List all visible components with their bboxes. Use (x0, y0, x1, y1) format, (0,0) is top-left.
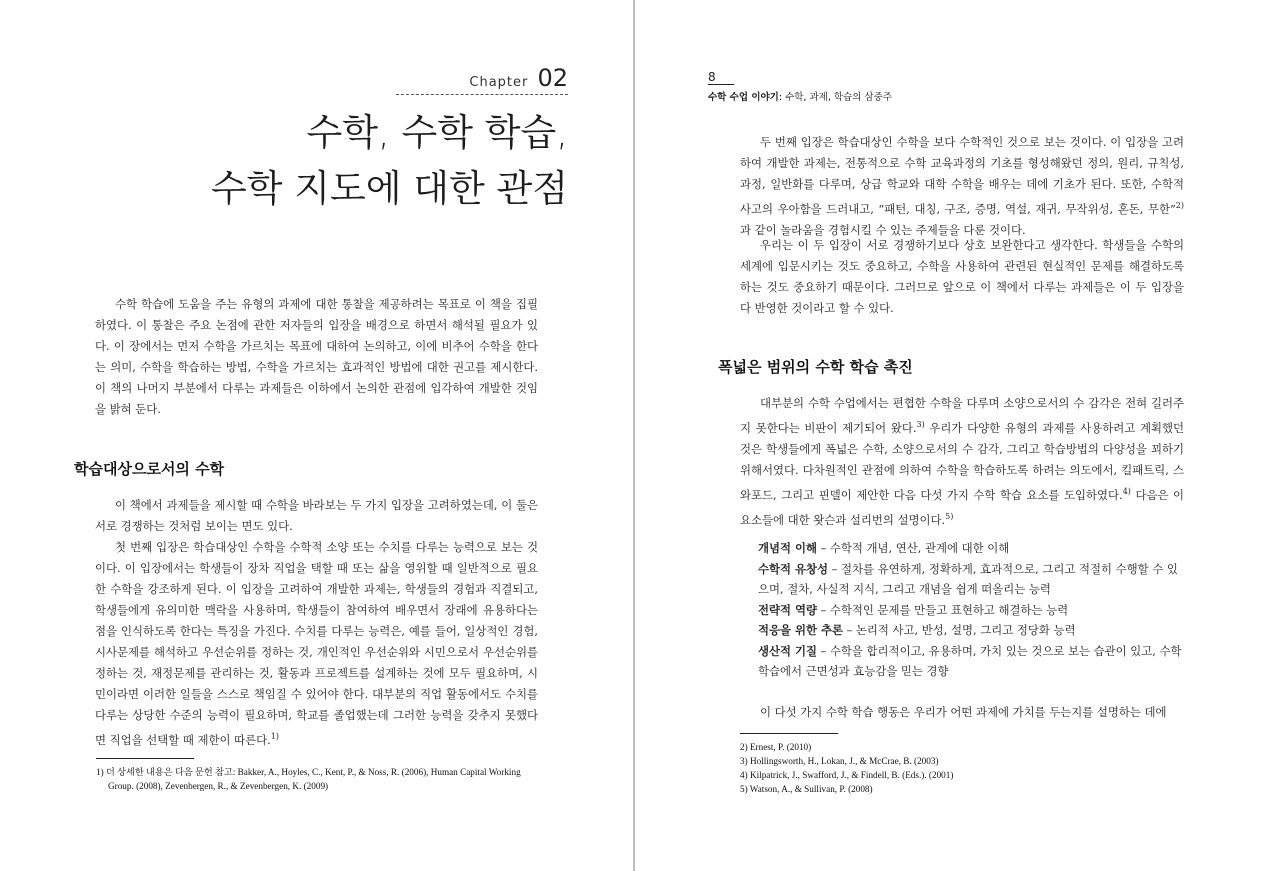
strand-adaptive-reasoning (758, 620, 1183, 641)
strand-dash: – (816, 643, 830, 658)
strand-description: 수학적인 문제를 만들고 표현하고 해결하는 능력 (829, 602, 1069, 617)
footnotes-right (740, 740, 1184, 796)
page-number: 8 (708, 70, 734, 85)
paragraph-two-positions: 이 책에서 과제들을 제시할 때 수학을 바라보는 두 가지 입장을 고려하였는데, 이 둘은 서로 경쟁하는 것처럼 보이는 면도 있다. (95, 498, 538, 533)
footnote-ref-5: 5) (945, 511, 954, 521)
footnotes-left (96, 765, 539, 793)
strand-term: 수학적 유창성 (758, 561, 828, 576)
running-title (708, 89, 892, 103)
paragraph-broad-learning-c: 다음은 이 요소들에 대한 왓슨과 설리번의 설명이다. (740, 487, 1184, 527)
paragraph-broad-learning (740, 393, 1184, 530)
section-heading-math-as-object: 학습대상으로서의 수학 (74, 460, 225, 478)
strand-description: 논리적 사고, 반성, 설명, 그리고 정당화 능력 (855, 623, 1076, 637)
strand-description: 수학을 합리적이고, 유용하며, 가치 있는 것으로 보는 습관이 있고, 수학 학습에서 근면성과 효능감을 믿는 경향 (758, 643, 1182, 678)
paragraph-second-position-text: 두 번째 입장은 학습대상인 수학을 보다 수학적인 것으로 보는 것이다. 이 입장을 고려하여 개발한 과제는, 전통적으로 수학 교육과정의 기초를 형성해왔던 정의, 원리, 규칙성, 과정, 일반화를 다루며, 상급 학교와 대학 수학을 배우는 데에 기초가 된다. 또한, 수학적 사고의 우아함을 드러내고, “패턴, 대칭, 구조, 증명, 역설, 재귀, 무작위성, 혼돈, 무한” (740, 135, 1184, 216)
strand-term: 전략적 역량 (758, 602, 817, 617)
strand-dash: – (828, 561, 841, 576)
strand-conceptual-understanding (758, 538, 1183, 559)
strand-procedural-fluency (758, 559, 1183, 600)
paragraph-broad-learning-b: 우리가 다양한 유형의 과제를 사용하려고 계획했던 것은 학생들에게 폭넓은 수학, 소양으로서의 수 감각, 그리고 학습방법의 다양성을 꾀하기 위해서였다. 다차원적인 관점에 의하여 수학을 학습하도록 하려는 의도에서, 킬패트릭, 스와포드, 그리고 핀델이 제안한 다음 다섯 가지 수학 학습 요소를 도입하였다. (740, 420, 1184, 502)
strand-term: 적응을 위한 추론 (758, 623, 843, 637)
chapter-number: 02 (537, 64, 568, 92)
paragraph-first-position (95, 537, 538, 751)
paragraph-complementary: 우리는 이 두 입장이 서로 경쟁하기보다 상호 보완한다고 생각한다. 학생들을 수학의 세계에 입문시키는 것도 중요하고, 수학을 사용하여 관련된 현실적인 문제를 해결하도록 하는 것도 중요하기 때문이다. 그러므로 앞으로 이 책에서 다루는 과제들은 이 두 입장을 다 반영한 것이라고 할 수 있다. (740, 238, 1184, 315)
paragraph-first-position-text: 첫 번째 입장은 학습대상인 수학을 수학적 소양 또는 수치를 다루는 능력으로 보는 것이다. 이 입장에서는 학생들이 장차 직업을 택할 때 또는 삶을 영위할 때 일반적으로 필요한 수학을 강조하게 된다. 이 입장을 고려하여 개발한 과제는, 학생들의 경험과 직결되고, 학생들에게 유의미한 맥락을 사용하며, 학생들이 참여하여 배우면서 장래에 유용하다는 점을 인식하도록 한다는 특징을 가진다. 수치를 다루는 능력은, 예를 들어, 일상적인 경험, 시사문제를 해석하고 우선순위를 정하는 것, 개인적인 우선순위와 시민으로서 우선순위를 정하는 것, 재정문제를 관리하는 것, 활동과 프로젝트를 설계하는 것에 모두 필요하며, 시민이라면 이러한 일들을 스스로 책임질 수 있어야 한다. 대부분의 직업 활동에서도 수치를 다루는 상당한 수준의 능력이 필요하며, 학교를 졸업했는데 그러한 능력을 갖추지 못했다면 직업을 선택할 때 제한이 따른다. (95, 540, 538, 747)
page-divider (633, 0, 635, 871)
chapter-label (396, 64, 568, 95)
strand-description: 절차를 유연하게, 정확하게, 효과적으로, 그리고 적절히 수행할 수 있으며, 절차, 사실적 지식, 그리고 개념을 쉽게 떠올리는 능력 (758, 561, 1178, 596)
footnote-rule-right (740, 733, 838, 734)
chapter-word: Chapter (469, 75, 529, 90)
strand-term: 생산적 기질 (758, 643, 817, 658)
paragraph-broad-learning-a: 대부분의 수학 수업에서는 편협한 수학을 다루며 소양으로서의 수 감각은 전혀 길러주지 못한다는 비판이 제기되어 왔다. (740, 396, 1184, 435)
strand-productive-disposition (758, 641, 1183, 682)
chapter-title-line-2: 수학 지도에 대한 관점 (211, 167, 568, 210)
chapter-title (168, 105, 568, 217)
left-page (0, 0, 633, 871)
footnote-ref-4: 4) (1122, 486, 1131, 496)
strand-dash: – (842, 623, 856, 637)
strand-strategic-competence (758, 600, 1183, 621)
right-page (636, 0, 1268, 871)
footnote-1: 1) 더 상세한 내용은 다음 문헌 참고: Bakker, A., Hoyles, C., Kent, P., & Noss, R. (2006), Human Capital Working Group. (2008), Zevenbergen, R., & Zevenbergen, K. (2009) (96, 767, 521, 791)
footnote-ref-1: 1) (270, 732, 279, 741)
strand-term: 개념적 이해 (758, 541, 817, 555)
footnote-2: 2) Ernest, P. (2010) (740, 742, 812, 752)
strand-description: 수학적 개념, 연산, 관계에 대한 이해 (829, 541, 1010, 555)
strand-dash: – (816, 602, 830, 617)
footnote-4: 4) Kilpatrick, J., Swafford, J., & Findell, B. (Eds.). (2001) (740, 770, 954, 780)
footnote-rule (96, 758, 194, 759)
footnote-ref-3: 3) (916, 420, 925, 429)
paragraph-second-position-end: 과 같이 놀라움을 경험시킬 수 있는 주제들을 다룬 것이다. (740, 222, 1026, 237)
footnote-ref-2: 2) (1175, 201, 1184, 210)
strand-dash: – (816, 541, 830, 555)
running-title-book: 수학 수업 이야기 (708, 92, 779, 103)
footnote-3: 3) Hollingsworth, H., Lokan, J., & McCrae, B. (2003) (740, 756, 939, 766)
section-heading-broad-learning: 폭넓은 범위의 수학 학습 촉진 (718, 358, 913, 376)
running-title-subtitle: : 수학, 과제, 학습의 삼중주 (778, 92, 892, 103)
learning-strands-list (758, 538, 1183, 682)
footnote-5: 5) Watson, A., & Sullivan, P. (2008) (740, 784, 873, 794)
chapter-title-line-1: 수학, 수학 학습, (306, 111, 568, 154)
paragraph-second-position (740, 132, 1184, 241)
paragraph-five-strands: 이 다섯 가지 수학 학습 행동은 우리가 어떤 과제에 가치를 두는지를 설명하는 데에 (760, 705, 1167, 719)
intro-paragraph: 수학 학습에 도움을 주는 유형의 과제에 대한 통찰을 제공하려는 목표로 이 책을 집필하였다. 이 통찰은 주요 논점에 관한 저자들의 입장을 배경으로 하면서 해석될 필요가 있다. 이 장에서는 먼저 수학을 가르치는 목표에 대하여 논의하고, 이에 비추어 수학을 한다는 의미, 수학을 학습하는 방법, 수학을 가르치는 효과적인 방법에 대한 권고를 제시한다. 이 책의 나머지 부분에서 다루는 과제들은 이하에서 논의한 관점에 입각하여 개발한 것임을 밝혀 둔다. (95, 297, 538, 416)
